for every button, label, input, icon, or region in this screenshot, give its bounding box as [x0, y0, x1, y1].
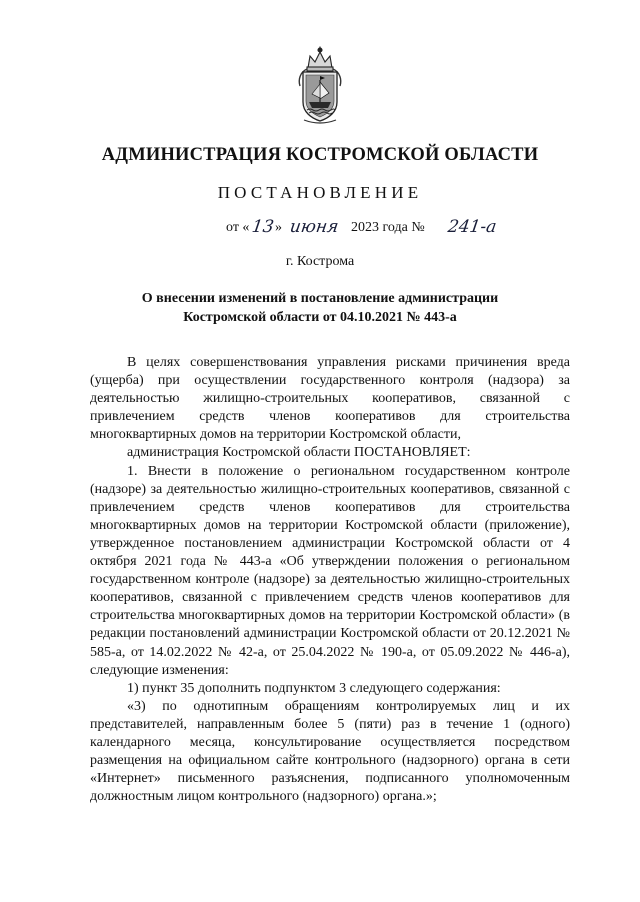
date-day-handwritten: 13: [250, 217, 276, 237]
document-title-line-1: О внесении изменений в постановление администрации: [141, 291, 499, 306]
date-month-handwritten: июня: [288, 217, 340, 237]
city-line: г. Кострома: [285, 254, 355, 269]
body-paragraph-quoted-text: «3) по однотипным обращениям контролируемых лиц и их представителей, направленным более 5 (пяти) раз в течение 1 (одного) календарного месяца, консультирование осуществляется посредством размещения на официальном сайте контрольного (надзорного) органа в сети «Интернет» письменного разъяснения, подписанного уполномоченным должностным лицом контрольного (надзорного) органа.»;: [90, 698, 570, 805]
date-prefix: от «: [226, 220, 250, 235]
document-date-line: [226, 217, 546, 241]
body-paragraph-resolves: администрация Костромской области ПОСТАНОВЛЯЕТ:: [127, 445, 471, 461]
document-number-handwritten: 241-а: [446, 217, 498, 237]
body-paragraph-preamble: В целях совершенствования управления рисками причинения вреда (ущерба) при осуществлении государственного контроля (надзора) за деятельностью жилищно-строительных кооперативов, связанной с привлечением средств членов кооперативов для строительства многоквартирных домов на территории Костромской области,: [90, 355, 570, 443]
document-body: [90, 354, 570, 806]
document-title: [90, 289, 550, 327]
date-quote-close: »: [275, 220, 282, 235]
body-paragraph-subitem-1: 1) пункт 35 дополнить подпунктом 3 следующего содержания:: [127, 680, 501, 696]
kostroma-coat-of-arms-icon: [294, 46, 346, 126]
organization-title: АДМИНИСТРАЦИЯ КОСТРОМСКОЙ ОБЛАСТИ: [101, 145, 539, 165]
body-paragraph-item-1: 1. Внести в положение о региональном государственном контроле (надзоре) за деятельностью жилищно-строительных кооперативов, связанной с привлечением средств членов кооперативов для строительства многоквартирных домов на территории Костромской области (приложение), утвержденное постановлением администрации Костромской области от 4 октября 2021 года № 443-а «Об утверждении положения о региональном государственном контроле (надзоре) за деятельностью жилищно-строительных кооперативов, связанной с привлечением средств членов кооперативов для строительства многоквартирных домов на территории Костромской области» (в редакции постановлений администрации Костромской области от 20.12.2021 № 585-а, от 14.02.2022 № 42-а, от 25.04.2022 № 190-а, от 05.09.2022 № 446-а), следующие изменения:: [90, 463, 570, 678]
document-title-line-2: Костромской области от 04.10.2021 № 443-а: [183, 310, 457, 325]
date-year-and-number-label: 2023 года №: [351, 220, 425, 235]
document-type-heading: ПОСТАНОВЛЕНИЕ: [217, 183, 423, 202]
